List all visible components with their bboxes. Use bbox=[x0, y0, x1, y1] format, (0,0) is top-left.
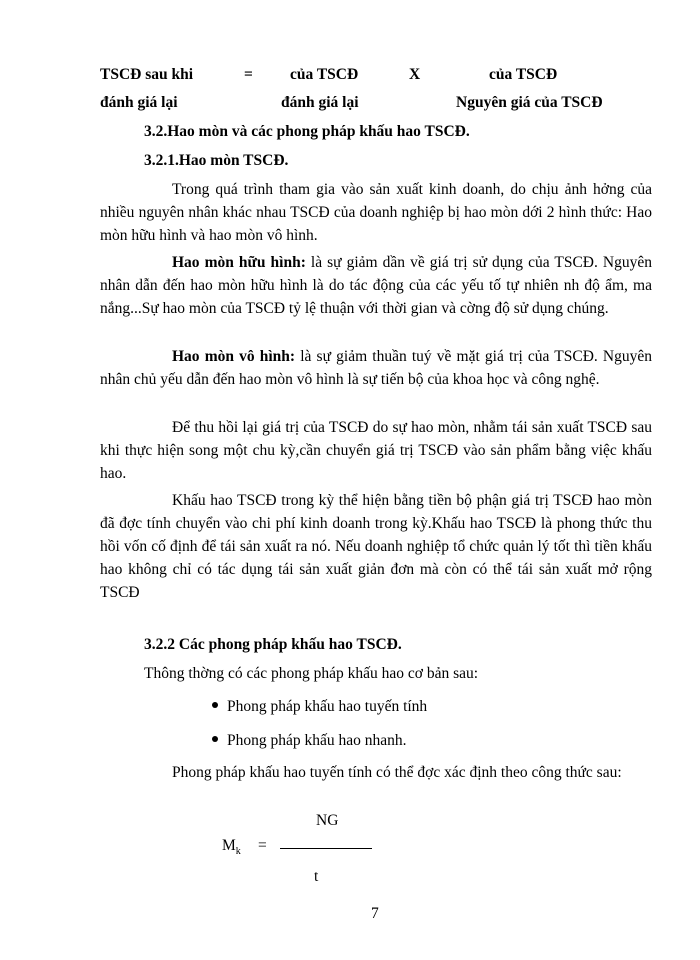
list-item bbox=[212, 698, 427, 716]
formula-numerator: NG bbox=[316, 812, 339, 829]
paragraph-linear-method: Phong pháp khấu hao tuyến tính có thể đợc xác định theo công thức sau: bbox=[172, 764, 622, 781]
paragraph-depreciation-purpose: Để thu hồi lại giá trị của TSCĐ do sự hao mòn, nhằm tái sản xuất TSCĐ sau khi thực hiện song một chu kỳ,cần chuyển giá trị TSCĐ vào sản phẩm bằng việc khấu hao. bbox=[100, 419, 652, 482]
formula-lhs-symbol: M bbox=[222, 837, 236, 854]
heading-3-2: 3.2.Hao mòn và các phong pháp khấu hao TSCĐ. bbox=[144, 123, 470, 140]
intangible-wear-text: là sự giảm thuần tuý về mặt giá trị của TSCĐ. Nguyên nhân chủ yếu dẫn đến hao mòn vô hình là sự tiến bộ của khoa học và công nghệ. bbox=[100, 348, 653, 388]
tangible-wear-text: là sự giảm dần về giá trị sử dụng của TSCĐ. Nguyên nhân dẫn đến hao mòn hữu hình là do tác động của các yếu tố tự nhiên nh độ ẩm, ma nắng...Sự hao mòn của TSCĐ tỷ lệ thuận với thời gian và cờng độ sử dụng chúng. bbox=[100, 254, 652, 317]
methods-intro: Thông thờng có các phong pháp khấu hao cơ bản sau: bbox=[144, 665, 479, 682]
formula-row2-term1: đánh giá lại bbox=[100, 94, 178, 111]
formula-lhs-subscript: k bbox=[235, 846, 241, 858]
formula-row2-term2: đánh giá lại bbox=[281, 94, 359, 111]
formula-row1-equals: = bbox=[244, 66, 253, 83]
list-item bbox=[212, 732, 407, 750]
paragraph-intangible-wear bbox=[100, 345, 652, 391]
fraction-line bbox=[280, 848, 372, 849]
paragraph-intro-wear: Trong quá trình tham gia vào sản xuất kinh doanh, do chịu ảnh hởng của nhiều nguyên nhân khác nhau TSCĐ của doanh nghiệp bị hao mòn dới 2 hình thức: Hao mòn hữu hình và hao mòn vô hình. bbox=[100, 181, 652, 244]
formula-row2-term3: Nguyên giá của TSCĐ bbox=[456, 94, 603, 111]
paragraph-depreciation-definition: Khấu hao TSCĐ trong kỳ thể hiện bằng tiền bộ phận giá trị TSCĐ hao mòn đã đợc tính chuyển vào chi phí kinh doanh trong kỳ.Khấu hao TSCĐ là phong thức thu hồi vốn cố định để tái sản xuất ra nó. Nếu doanh nghiệp tổ chức quản lý tốt thì tiền khấu hao không chỉ có tác dụng tái sản xuất giản đơn mà còn có thể tái sản xuất mở rộng TSCĐ bbox=[100, 492, 652, 601]
formula-denominator: t bbox=[314, 868, 319, 885]
page-number: 7 bbox=[371, 905, 379, 922]
heading-3-2-1: 3.2.1.Hao mòn TSCĐ. bbox=[144, 152, 289, 169]
formula-row1-term1: TSCĐ sau khi bbox=[100, 66, 194, 83]
formula-row1-times: X bbox=[409, 66, 421, 83]
bullet-icon bbox=[212, 736, 218, 742]
term-intangible-wear: Hao mòn vô hình: bbox=[172, 348, 296, 365]
formula-row1-term2: của TSCĐ bbox=[290, 66, 359, 83]
bullet-text: Phong pháp khấu hao tuyến tính bbox=[227, 698, 428, 715]
heading-3-2-2: 3.2.2 Các phong pháp khấu hao TSCĐ. bbox=[144, 636, 402, 653]
bullet-icon bbox=[212, 702, 218, 708]
bullet-text: Phong pháp khấu hao nhanh. bbox=[227, 732, 407, 749]
term-tangible-wear: Hao mòn hữu hình: bbox=[172, 254, 306, 271]
formula-equals: = bbox=[258, 837, 267, 854]
formula-lhs bbox=[222, 837, 241, 857]
paragraph-tangible-wear bbox=[100, 251, 652, 320]
formula-row1-term3: của TSCĐ bbox=[489, 66, 558, 83]
